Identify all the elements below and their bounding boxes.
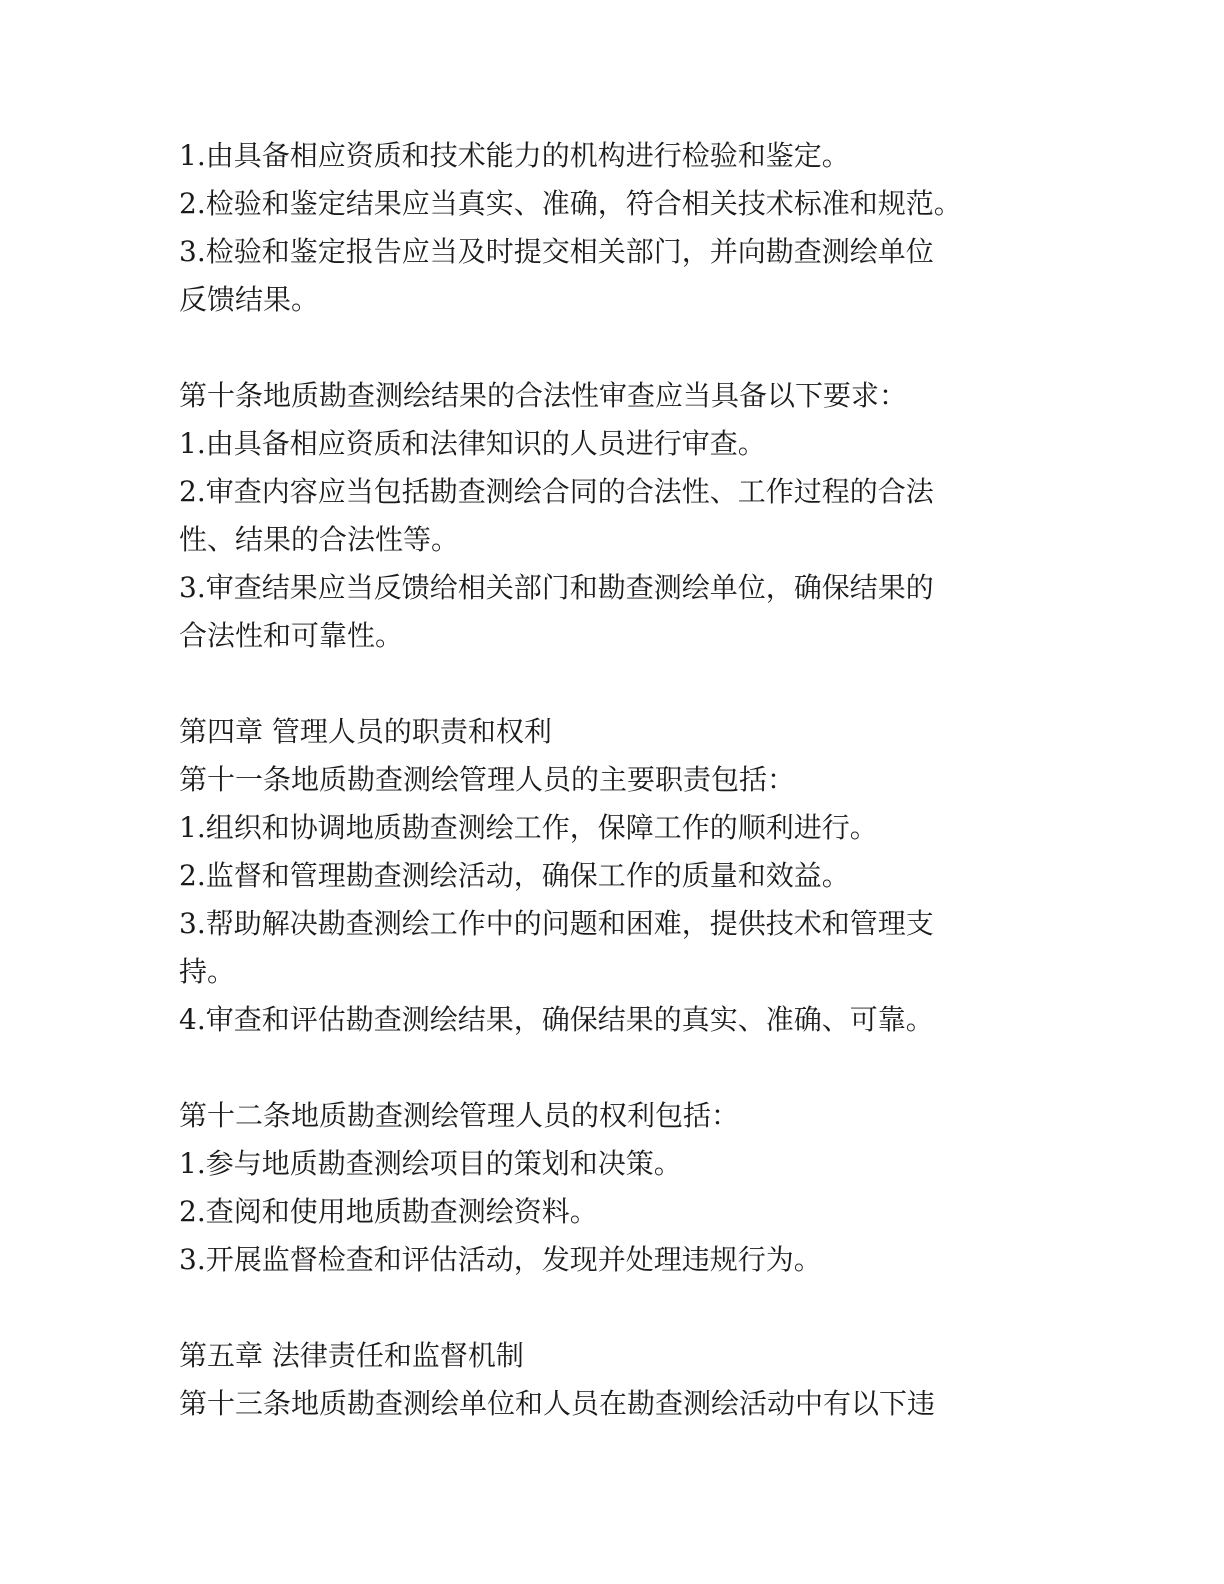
list-item: 1.组织和协调地质勘查测绘工作，保障工作的顺利进行。 xyxy=(179,811,878,844)
list-item: 3.检验和鉴定报告应当及时提交相关部门，并向勘查测绘单位 xyxy=(179,235,934,268)
paragraph-spacer xyxy=(179,660,1059,708)
list-item-continuation: 性、结果的合法性等。 xyxy=(179,523,460,556)
list-item: 3.开展监督检查和评估活动，发现并处理违规行为。 xyxy=(179,1243,822,1276)
article-heading: 第十三条地质勘查测绘单位和人员在勘查测绘活动中有以下违 xyxy=(179,1387,936,1420)
list-item: 1.由具备相应资质和法律知识的人员进行审查。 xyxy=(179,427,766,460)
list-item-continuation: 持。 xyxy=(179,955,236,988)
list-item: 2.审查内容应当包括勘查测绘合同的合法性、工作过程的合法 xyxy=(179,475,934,508)
article-heading: 第十二条地质勘查测绘管理人员的权利包括： xyxy=(179,1099,740,1132)
list-item-continuation: 反馈结果。 xyxy=(179,283,320,316)
list-item: 2.检验和鉴定结果应当真实、准确，符合相关技术标准和规范。 xyxy=(179,187,962,220)
list-item: 1.由具备相应资质和技术能力的机构进行检验和鉴定。 xyxy=(179,139,850,172)
list-item: 2.监督和管理勘查测绘活动，确保工作的质量和效益。 xyxy=(179,859,850,892)
list-item: 4.审查和评估勘查测绘结果，确保结果的真实、准确、可靠。 xyxy=(179,1003,934,1036)
paragraph-spacer xyxy=(179,1284,1059,1332)
list-item: 3.帮助解决勘查测绘工作中的问题和困难，提供技术和管理支 xyxy=(179,907,934,940)
list-item: 3.审查结果应当反馈给相关部门和勘查测绘单位，确保结果的 xyxy=(179,571,934,604)
paragraph-spacer xyxy=(179,324,1059,372)
chapter-heading: 第四章 管理人员的职责和权利 xyxy=(179,715,552,748)
list-item-continuation: 合法性和可靠性。 xyxy=(179,619,404,652)
list-item: 2.查阅和使用地质勘查测绘资料。 xyxy=(179,1195,598,1228)
paragraph-spacer xyxy=(179,1044,1059,1092)
article-heading: 第十一条地质勘查测绘管理人员的主要职责包括： xyxy=(179,763,796,796)
article-heading: 第十条地质勘查测绘结果的合法性审查应当具备以下要求： xyxy=(179,379,908,412)
chapter-heading: 第五章 法律责任和监督机制 xyxy=(179,1339,524,1372)
list-item: 1.参与地质勘查测绘项目的策划和决策。 xyxy=(179,1147,682,1180)
document-body xyxy=(179,132,1059,1428)
